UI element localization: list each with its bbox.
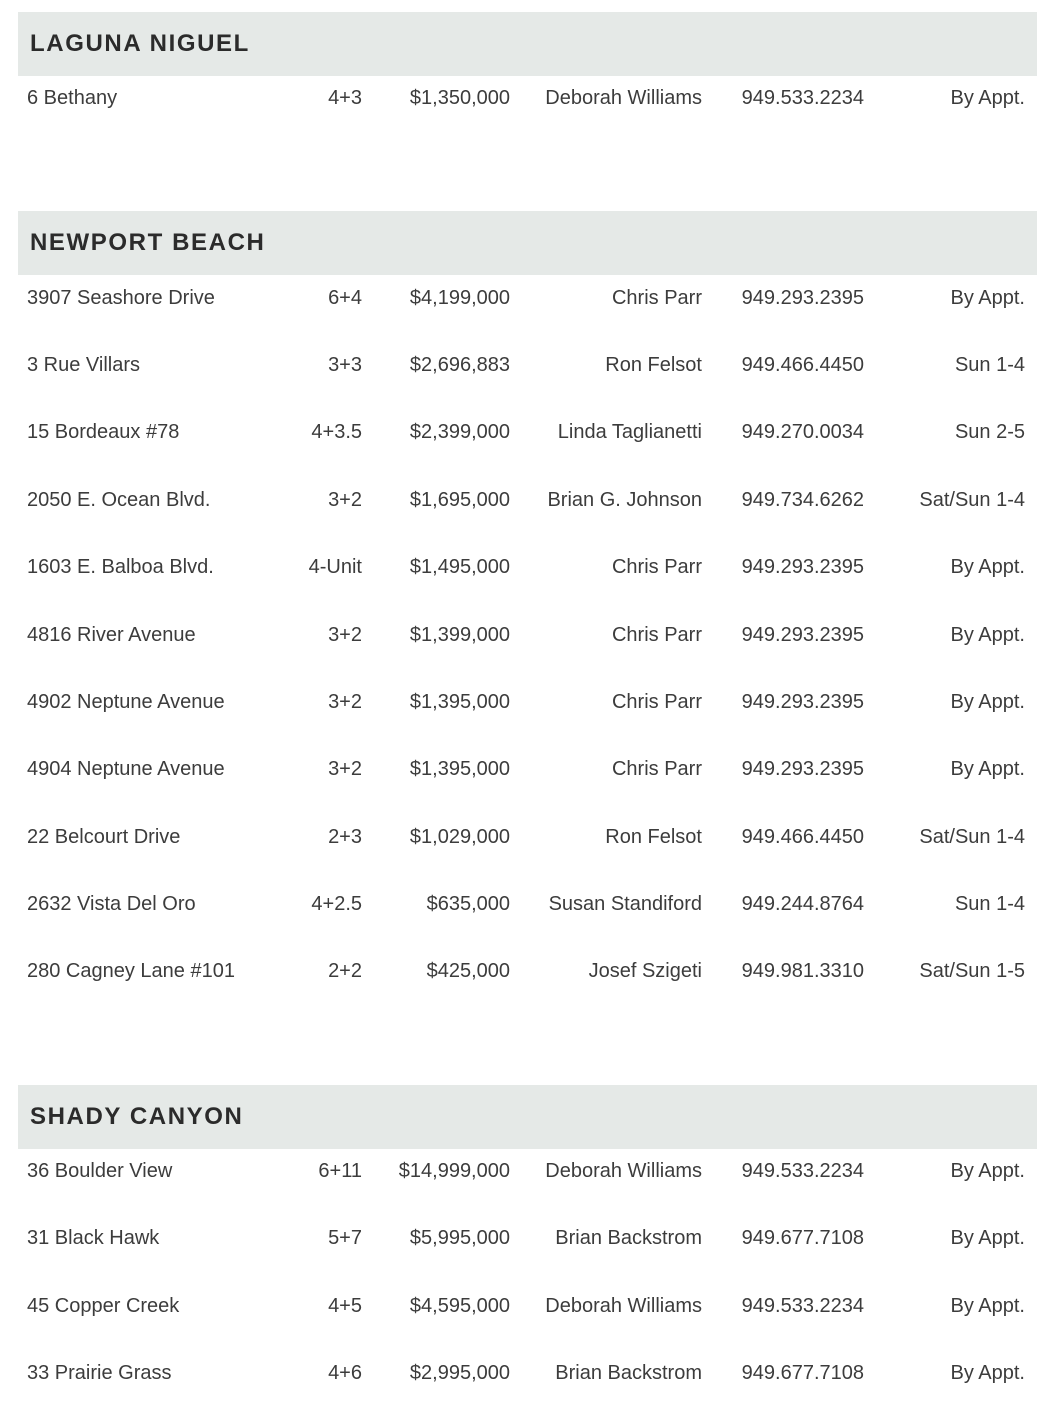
- listing-price: $1,395,000: [409, 690, 510, 713]
- listing-address: 36 Boulder View: [27, 1159, 173, 1182]
- listing-agent: Deborah Williams: [545, 1294, 702, 1317]
- listing-agent: Chris Parr: [611, 556, 702, 579]
- listing-open-house: By Appt.: [950, 1294, 1025, 1317]
- listing-price: $1,029,000: [409, 825, 510, 848]
- table-row: [18, 669, 1037, 736]
- table-row: [18, 1340, 1037, 1407]
- listing-open-house: Sat/Sun 1-5: [919, 960, 1025, 983]
- listing-open-house: By Appt.: [950, 556, 1025, 579]
- listing-phone: 949.533.2234: [741, 1159, 864, 1182]
- listing-price: $1,695,000: [409, 488, 510, 511]
- listing-phone: 949.293.2395: [741, 758, 864, 781]
- listing-bed-bath: 3+2: [328, 488, 362, 511]
- table-row: [18, 534, 1037, 601]
- listing-open-house: Sun 1-4: [954, 353, 1025, 376]
- listing-address: 22 Belcourt Drive: [27, 825, 181, 848]
- listing-price: $635,000: [426, 893, 510, 916]
- listing-phone: 949.677.7108: [741, 1227, 864, 1250]
- city-section: [18, 211, 1037, 1005]
- listing-bed-bath: 3+3: [328, 353, 362, 376]
- listing-agent: Brian Backstrom: [555, 1227, 702, 1250]
- listing-phone: 949.466.4450: [741, 353, 864, 376]
- listing-open-house: By Appt.: [950, 1362, 1025, 1385]
- listing-price: $2,399,000: [409, 421, 510, 444]
- listing-bed-bath: 4+6: [328, 1362, 362, 1385]
- listing-price: $5,995,000: [409, 1227, 510, 1250]
- listing-bed-bath: 6+4: [328, 286, 362, 309]
- city-section: [18, 12, 1037, 132]
- listing-open-house: Sun 1-4: [954, 893, 1025, 916]
- table-row: [18, 736, 1037, 803]
- listing-phone: 949.677.7108: [741, 1362, 864, 1385]
- listing-agent: Ron Felsot: [605, 353, 702, 376]
- listing-bed-bath: 3+2: [328, 623, 362, 646]
- listing-agent: Brian G. Johnson: [547, 488, 702, 511]
- listing-bed-bath: 5+7: [328, 1227, 362, 1250]
- listing-bed-bath: 2+3: [328, 825, 362, 848]
- listing-price: $4,199,000: [409, 286, 510, 309]
- listing-address: 280 Cagney Lane #101: [27, 960, 235, 983]
- listing-open-house: Sat/Sun 1-4: [919, 488, 1025, 511]
- table-row: [18, 399, 1037, 466]
- listing-agent: Chris Parr: [611, 758, 702, 781]
- listing-agent: Deborah Williams: [545, 1159, 702, 1182]
- listing-price: $14,999,000: [398, 1159, 510, 1182]
- listing-address: 1603 E. Balboa Blvd.: [27, 556, 214, 579]
- listing-address: 4902 Neptune Avenue: [27, 690, 225, 713]
- listing-bed-bath: 3+2: [328, 758, 362, 781]
- listing-bed-bath: 6+11: [318, 1159, 362, 1182]
- listing-open-house: By Appt.: [950, 286, 1025, 309]
- listing-address: 3907 Seashore Drive: [27, 286, 215, 309]
- listing-price: $425,000: [426, 960, 510, 983]
- listing-bed-bath: 2+2: [328, 960, 362, 983]
- listing-price: $1,495,000: [409, 556, 510, 579]
- table-row: [18, 938, 1037, 1005]
- table-row: [18, 65, 1037, 132]
- listing-address: 33 Prairie Grass: [27, 1362, 172, 1385]
- table-row: [18, 1138, 1037, 1205]
- listing-price: $2,696,883: [409, 353, 510, 376]
- listing-open-house: Sat/Sun 1-4: [919, 825, 1025, 848]
- table-row: [18, 601, 1037, 668]
- listing-agent: Chris Parr: [611, 286, 702, 309]
- listing-bed-bath: 4+3: [328, 87, 362, 110]
- listing-open-house: By Appt.: [950, 87, 1025, 110]
- listing-price: $1,350,000: [409, 87, 510, 110]
- listing-rows: [18, 65, 1037, 132]
- table-row: [18, 1272, 1037, 1339]
- listing-agent: Ron Felsot: [605, 825, 702, 848]
- listing-price: $1,395,000: [409, 758, 510, 781]
- listing-agent: Brian Backstrom: [555, 1362, 702, 1385]
- listing-bed-bath: 4+3.5: [311, 421, 362, 444]
- listing-bed-bath: 4-Unit: [308, 556, 362, 579]
- table-row: [18, 332, 1037, 399]
- listing-phone: 949.270.0034: [741, 421, 864, 444]
- table-row: [18, 1205, 1037, 1272]
- listing-rows: [18, 1138, 1037, 1408]
- city-title: SHADY CANYON: [30, 1102, 244, 1130]
- listing-phone: 949.533.2234: [741, 87, 864, 110]
- city-section: [18, 1085, 1037, 1408]
- listing-phone: 949.466.4450: [741, 825, 864, 848]
- listing-address: 31 Black Hawk: [27, 1227, 160, 1250]
- listing-address: 45 Copper Creek: [27, 1294, 180, 1317]
- table-row: [18, 871, 1037, 938]
- listing-address: 4904 Neptune Avenue: [27, 758, 225, 781]
- table-row: [18, 804, 1037, 871]
- listing-address: 2632 Vista Del Oro: [27, 893, 196, 916]
- listing-phone: 949.244.8764: [741, 893, 864, 916]
- listing-phone: 949.293.2395: [741, 286, 864, 309]
- listing-phone: 949.981.3310: [741, 960, 864, 983]
- listing-agent: Chris Parr: [611, 623, 702, 646]
- listing-address: 15 Bordeaux #78: [27, 421, 180, 444]
- listing-address: 4816 River Avenue: [27, 623, 196, 646]
- table-row: [18, 467, 1037, 534]
- listing-agent: Linda Taglianetti: [557, 421, 702, 444]
- listing-phone: 949.293.2395: [741, 623, 864, 646]
- listing-agent: Josef Szigeti: [588, 960, 702, 983]
- listing-open-house: By Appt.: [950, 690, 1025, 713]
- listing-phone: 949.293.2395: [741, 556, 864, 579]
- listing-bed-bath: 3+2: [328, 690, 362, 713]
- listing-address: 2050 E. Ocean Blvd.: [27, 488, 211, 511]
- listing-address: 3 Rue Villars: [27, 353, 141, 376]
- listing-open-house: By Appt.: [950, 1159, 1025, 1182]
- city-title: NEWPORT BEACH: [30, 229, 266, 257]
- listing-agent: Deborah Williams: [545, 87, 702, 110]
- listing-phone: 949.533.2234: [741, 1294, 864, 1317]
- listing-rows: [18, 264, 1037, 1005]
- listing-agent: Susan Standiford: [548, 893, 702, 916]
- table-row: [18, 264, 1037, 331]
- listing-sheet: [0, 12, 1050, 1407]
- listing-open-house: Sun 2-5: [954, 421, 1025, 444]
- listing-open-house: By Appt.: [950, 758, 1025, 781]
- listing-address: 6 Bethany: [27, 87, 118, 110]
- listing-phone: 949.734.6262: [741, 488, 864, 511]
- listing-phone: 949.293.2395: [741, 690, 864, 713]
- listing-agent: Chris Parr: [611, 690, 702, 713]
- listing-price: $4,595,000: [409, 1294, 510, 1317]
- listing-bed-bath: 4+2.5: [311, 893, 362, 916]
- listing-open-house: By Appt.: [950, 1227, 1025, 1250]
- listing-open-house: By Appt.: [950, 623, 1025, 646]
- listing-price: $1,399,000: [409, 623, 510, 646]
- city-title: LAGUNA NIGUEL: [30, 30, 250, 57]
- listing-price: $2,995,000: [409, 1362, 510, 1385]
- listing-bed-bath: 4+5: [328, 1294, 362, 1317]
